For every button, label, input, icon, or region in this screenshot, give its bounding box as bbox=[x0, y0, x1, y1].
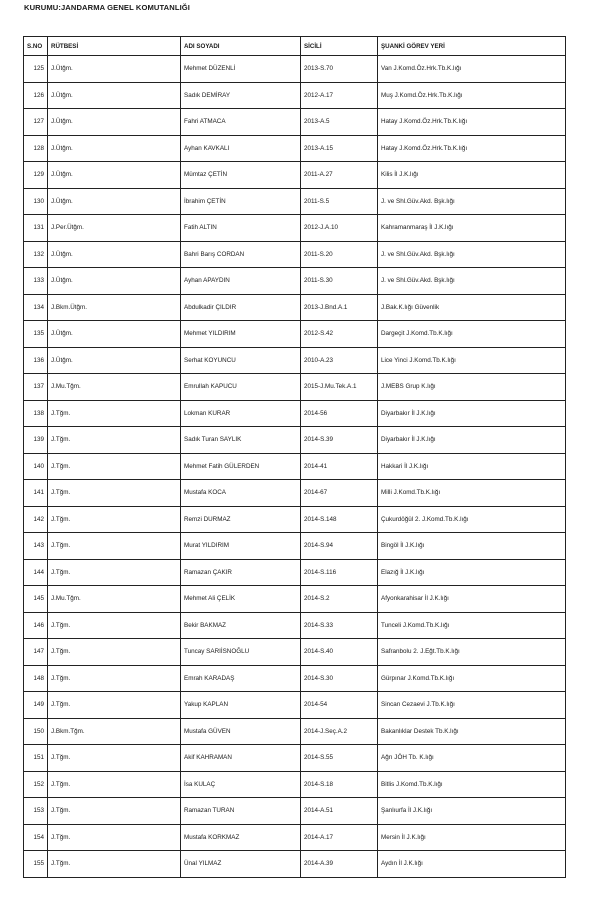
cell-duty-station: J. ve Shl.Güv.Akd. Bşk.lığı bbox=[378, 241, 566, 268]
table-row bbox=[24, 188, 566, 215]
cell-duty-station: Bingöl İl J.K.lığı bbox=[378, 533, 566, 560]
cell-rank: J.Ütğm. bbox=[48, 188, 181, 215]
cell-duty-station: Kilis İl J.K.lığı bbox=[378, 162, 566, 189]
cell-duty-station: Mersin İl J.K.lığı bbox=[378, 824, 566, 851]
cell-registry: 2012-A.17 bbox=[301, 82, 378, 109]
cell-registry: 2014-S.30 bbox=[301, 665, 378, 692]
table-row bbox=[24, 374, 566, 401]
cell-rank: J.Ütğm. bbox=[48, 82, 181, 109]
cell-name: Mustafa KORKMAZ bbox=[181, 824, 301, 851]
cell-name: Emrullah KAPUCU bbox=[181, 374, 301, 401]
cell-name: İsa KULAÇ bbox=[181, 771, 301, 798]
cell-duty-station: Van J.Komd.Öz.Hrk.Tb.K.lığı bbox=[378, 56, 566, 83]
cell-sno: 132 bbox=[24, 241, 48, 268]
cell-sno: 143 bbox=[24, 533, 48, 560]
cell-duty-station: Sincan Cezaevi J.Tb.K.lığı bbox=[378, 692, 566, 719]
cell-registry: 2014-S.116 bbox=[301, 559, 378, 586]
cell-registry: 2014-S.55 bbox=[301, 745, 378, 772]
cell-rank: J.Tğm. bbox=[48, 533, 181, 560]
cell-duty-station: J.Bak.K.lığı Güvenlik bbox=[378, 294, 566, 321]
cell-name: Tuncay SARIİSNOĞLU bbox=[181, 639, 301, 666]
table-row bbox=[24, 480, 566, 507]
column-header-registry: SİCİLİ bbox=[301, 37, 378, 56]
cell-sno: 149 bbox=[24, 692, 48, 719]
cell-registry: 2011-S.20 bbox=[301, 241, 378, 268]
cell-sno: 140 bbox=[24, 453, 48, 480]
cell-rank: J.Tğm. bbox=[48, 612, 181, 639]
cell-registry: 2011-S.30 bbox=[301, 268, 378, 295]
cell-duty-station: Milli J.Komd.Tb.K.lığı bbox=[378, 480, 566, 507]
cell-duty-station: Çukurdöğül 2. J.Komd.Tb.K.lığı bbox=[378, 506, 566, 533]
column-header-sno: S.NO bbox=[24, 37, 48, 56]
cell-rank: J.Bkm.Ütğm. bbox=[48, 294, 181, 321]
table-row bbox=[24, 347, 566, 374]
cell-sno: 155 bbox=[24, 851, 48, 878]
table-body bbox=[24, 56, 566, 878]
cell-rank: J.Tğm. bbox=[48, 665, 181, 692]
cell-name: Ramazan ÇAKIR bbox=[181, 559, 301, 586]
column-header-rank: RÜTBESİ bbox=[48, 37, 181, 56]
cell-registry: 2013-S.70 bbox=[301, 56, 378, 83]
cell-sno: 145 bbox=[24, 586, 48, 613]
cell-rank: J.Mu.Tğm. bbox=[48, 374, 181, 401]
cell-duty-station: Hatay J.Komd.Öz.Hrk.Tb.K.lığı bbox=[378, 109, 566, 136]
table-row bbox=[24, 718, 566, 745]
cell-sno: 136 bbox=[24, 347, 48, 374]
cell-registry: 2014-S.2 bbox=[301, 586, 378, 613]
cell-rank: J.Ütğm. bbox=[48, 321, 181, 348]
cell-duty-station: Lice Yinci J.Komd.Tb.K.lığı bbox=[378, 347, 566, 374]
cell-registry: 2012-J.A.10 bbox=[301, 215, 378, 242]
cell-duty-station: Afyonkarahisar İl J.K.lığı bbox=[378, 586, 566, 613]
cell-rank: J.Tğm. bbox=[48, 851, 181, 878]
cell-rank: J.Tğm. bbox=[48, 453, 181, 480]
cell-duty-station: Aydın İl J.K.lığı bbox=[378, 851, 566, 878]
cell-name: Fahri ATMACA bbox=[181, 109, 301, 136]
organization-title: KURUMU:JANDARMA GENEL KOMUTANLIĞI bbox=[24, 3, 190, 12]
cell-rank: J.Tğm. bbox=[48, 639, 181, 666]
table-row bbox=[24, 109, 566, 136]
cell-sno: 152 bbox=[24, 771, 48, 798]
cell-registry: 2011-A.27 bbox=[301, 162, 378, 189]
cell-name: Yakup KAPLAN bbox=[181, 692, 301, 719]
cell-name: Serhat KOYUNCU bbox=[181, 347, 301, 374]
column-header-duty-station: ŞUANKİ GÖREV YERİ bbox=[378, 37, 566, 56]
cell-sno: 150 bbox=[24, 718, 48, 745]
cell-rank: J.Tğm. bbox=[48, 427, 181, 454]
table-row bbox=[24, 321, 566, 348]
cell-name: Mehmet Fatih GÜLERDEN bbox=[181, 453, 301, 480]
cell-name: Bekir BAKMAZ bbox=[181, 612, 301, 639]
cell-name: Fatih ALTIN bbox=[181, 215, 301, 242]
cell-rank: J.Tğm. bbox=[48, 692, 181, 719]
cell-sno: 148 bbox=[24, 665, 48, 692]
table-row bbox=[24, 427, 566, 454]
cell-name: İbrahim ÇETİN bbox=[181, 188, 301, 215]
cell-sno: 153 bbox=[24, 798, 48, 825]
cell-sno: 138 bbox=[24, 400, 48, 427]
personnel-table bbox=[23, 36, 566, 878]
cell-rank: J.Per.Ütğm. bbox=[48, 215, 181, 242]
table-row bbox=[24, 506, 566, 533]
table-row bbox=[24, 745, 566, 772]
cell-sno: 130 bbox=[24, 188, 48, 215]
cell-name: Akif KAHRAMAN bbox=[181, 745, 301, 772]
cell-registry: 2010-A.23 bbox=[301, 347, 378, 374]
cell-rank: J.Ütğm. bbox=[48, 135, 181, 162]
cell-sno: 125 bbox=[24, 56, 48, 83]
cell-registry: 2011-S.5 bbox=[301, 188, 378, 215]
cell-rank: J.Tğm. bbox=[48, 798, 181, 825]
table-row bbox=[24, 612, 566, 639]
cell-sno: 135 bbox=[24, 321, 48, 348]
cell-registry: 2013-A.5 bbox=[301, 109, 378, 136]
cell-name: Mehmet DÜZENLİ bbox=[181, 56, 301, 83]
cell-name: Ramazan TURAN bbox=[181, 798, 301, 825]
cell-rank: J.Ütğm. bbox=[48, 56, 181, 83]
table-header-row bbox=[24, 37, 566, 56]
cell-registry: 2014-67 bbox=[301, 480, 378, 507]
table-row bbox=[24, 135, 566, 162]
cell-sno: 133 bbox=[24, 268, 48, 295]
cell-sno: 154 bbox=[24, 824, 48, 851]
cell-name: Murat YILDIRIM bbox=[181, 533, 301, 560]
cell-registry: 2014-56 bbox=[301, 400, 378, 427]
cell-registry: 2013-J.Bnd.A.1 bbox=[301, 294, 378, 321]
cell-rank: J.Ütğm. bbox=[48, 162, 181, 189]
cell-name: Mümtaz ÇETİN bbox=[181, 162, 301, 189]
cell-sno: 126 bbox=[24, 82, 48, 109]
cell-sno: 128 bbox=[24, 135, 48, 162]
cell-registry: 2012-S.42 bbox=[301, 321, 378, 348]
table-row bbox=[24, 453, 566, 480]
cell-duty-station: Safranbolu 2. J.Eğt.Tb.K.lığı bbox=[378, 639, 566, 666]
cell-duty-station: Elazığ İl J.K.lığı bbox=[378, 559, 566, 586]
table-row bbox=[24, 215, 566, 242]
cell-name: Mustafa KOCA bbox=[181, 480, 301, 507]
cell-duty-station: Tunceli J.Komd.Tb.K.lığı bbox=[378, 612, 566, 639]
table-row bbox=[24, 268, 566, 295]
cell-rank: J.Tğm. bbox=[48, 824, 181, 851]
cell-rank: J.Tğm. bbox=[48, 745, 181, 772]
cell-sno: 141 bbox=[24, 480, 48, 507]
cell-sno: 142 bbox=[24, 506, 48, 533]
cell-rank: J.Tğm. bbox=[48, 480, 181, 507]
cell-name: Ayhan APAYDIN bbox=[181, 268, 301, 295]
table-row bbox=[24, 586, 566, 613]
cell-sno: 151 bbox=[24, 745, 48, 772]
cell-name: Bahri Barış CORDAN bbox=[181, 241, 301, 268]
cell-name: Ünal YILMAZ bbox=[181, 851, 301, 878]
cell-duty-station: J. ve Shl.Güv.Akd. Bşk.lığı bbox=[378, 188, 566, 215]
cell-duty-station: Hatay J.Komd.Öz.Hrk.Tb.K.lığı bbox=[378, 135, 566, 162]
cell-registry: 2014-S.148 bbox=[301, 506, 378, 533]
table-row bbox=[24, 559, 566, 586]
cell-registry: 2014-J.Seç.A.2 bbox=[301, 718, 378, 745]
cell-sno: 129 bbox=[24, 162, 48, 189]
cell-rank: J.Ütğm. bbox=[48, 241, 181, 268]
cell-name: Ayhan KAVKALI bbox=[181, 135, 301, 162]
cell-registry: 2014-54 bbox=[301, 692, 378, 719]
cell-sno: 146 bbox=[24, 612, 48, 639]
cell-rank: J.Tğm. bbox=[48, 400, 181, 427]
cell-sno: 134 bbox=[24, 294, 48, 321]
cell-rank: J.Tğm. bbox=[48, 506, 181, 533]
table-row bbox=[24, 241, 566, 268]
cell-name: Remzi DURMAZ bbox=[181, 506, 301, 533]
table-row bbox=[24, 400, 566, 427]
cell-duty-station: Bakanlıklar Destek Tb.K.lığı bbox=[378, 718, 566, 745]
table-row bbox=[24, 798, 566, 825]
cell-duty-station: Gürpınar J.Komd.Tb.K.lığı bbox=[378, 665, 566, 692]
cell-duty-station: Bitlis J.Komd.Tb.K.lığı bbox=[378, 771, 566, 798]
table-row bbox=[24, 533, 566, 560]
table-row bbox=[24, 294, 566, 321]
cell-duty-station: Kahramanmaraş İl J.K.lığı bbox=[378, 215, 566, 242]
cell-duty-station: Dargeçit J.Komd.Tb.K.lığı bbox=[378, 321, 566, 348]
cell-registry: 2014-S.40 bbox=[301, 639, 378, 666]
cell-name: Emrah KARADAŞ bbox=[181, 665, 301, 692]
cell-duty-station: Diyarbakır İl J.K.lığı bbox=[378, 400, 566, 427]
cell-rank: J.Ütğm. bbox=[48, 347, 181, 374]
cell-sno: 144 bbox=[24, 559, 48, 586]
table-row bbox=[24, 82, 566, 109]
cell-name: Mustafa GÜVEN bbox=[181, 718, 301, 745]
cell-name: Mehmet Ali ÇELİK bbox=[181, 586, 301, 613]
cell-registry: 2014-S.33 bbox=[301, 612, 378, 639]
cell-registry: 2014-A.17 bbox=[301, 824, 378, 851]
table-row bbox=[24, 851, 566, 878]
cell-duty-station: J. ve Shl.Güv.Akd. Bşk.lığı bbox=[378, 268, 566, 295]
cell-rank: J.Ütğm. bbox=[48, 268, 181, 295]
cell-name: Sadık Turan SAYLIK bbox=[181, 427, 301, 454]
cell-sno: 137 bbox=[24, 374, 48, 401]
cell-rank: J.Bkm.Tğm. bbox=[48, 718, 181, 745]
cell-registry: 2014-S.94 bbox=[301, 533, 378, 560]
cell-registry: 2014-A.51 bbox=[301, 798, 378, 825]
cell-registry: 2013-A.15 bbox=[301, 135, 378, 162]
cell-name: Abdulkadir ÇILDIR bbox=[181, 294, 301, 321]
cell-registry: 2015-J.Mu.Tek.A.1 bbox=[301, 374, 378, 401]
cell-name: Sadık DEMİRAY bbox=[181, 82, 301, 109]
cell-registry: 2014-A.39 bbox=[301, 851, 378, 878]
table-row bbox=[24, 56, 566, 83]
cell-name: Lokman KURAR bbox=[181, 400, 301, 427]
table-row bbox=[24, 639, 566, 666]
cell-rank: J.Mu.Tğm. bbox=[48, 586, 181, 613]
table-row bbox=[24, 162, 566, 189]
column-header-name: ADI SOYADI bbox=[181, 37, 301, 56]
cell-registry: 2014-S.18 bbox=[301, 771, 378, 798]
cell-registry: 2014-S.39 bbox=[301, 427, 378, 454]
table-row bbox=[24, 692, 566, 719]
cell-duty-station: Şanlıurfa İl J.K.lığı bbox=[378, 798, 566, 825]
cell-duty-station: Muş J.Komd.Öz.Hrk.Tb.K.lığı bbox=[378, 82, 566, 109]
cell-registry: 2014-41 bbox=[301, 453, 378, 480]
cell-name: Mehmet YILDIRIM bbox=[181, 321, 301, 348]
cell-duty-station: Diyarbakır İl J.K.lığı bbox=[378, 427, 566, 454]
cell-rank: J.Tğm. bbox=[48, 559, 181, 586]
table-row bbox=[24, 665, 566, 692]
cell-duty-station: Ağrı JÖH Tb. K.lığı bbox=[378, 745, 566, 772]
cell-rank: J.Ütğm. bbox=[48, 109, 181, 136]
cell-sno: 127 bbox=[24, 109, 48, 136]
table-row bbox=[24, 824, 566, 851]
cell-duty-station: J.MEBS Grup K.lığı bbox=[378, 374, 566, 401]
cell-rank: J.Tğm. bbox=[48, 771, 181, 798]
cell-sno: 147 bbox=[24, 639, 48, 666]
cell-sno: 131 bbox=[24, 215, 48, 242]
cell-duty-station: Hakkari İl J.K.lığı bbox=[378, 453, 566, 480]
table-row bbox=[24, 771, 566, 798]
cell-sno: 139 bbox=[24, 427, 48, 454]
